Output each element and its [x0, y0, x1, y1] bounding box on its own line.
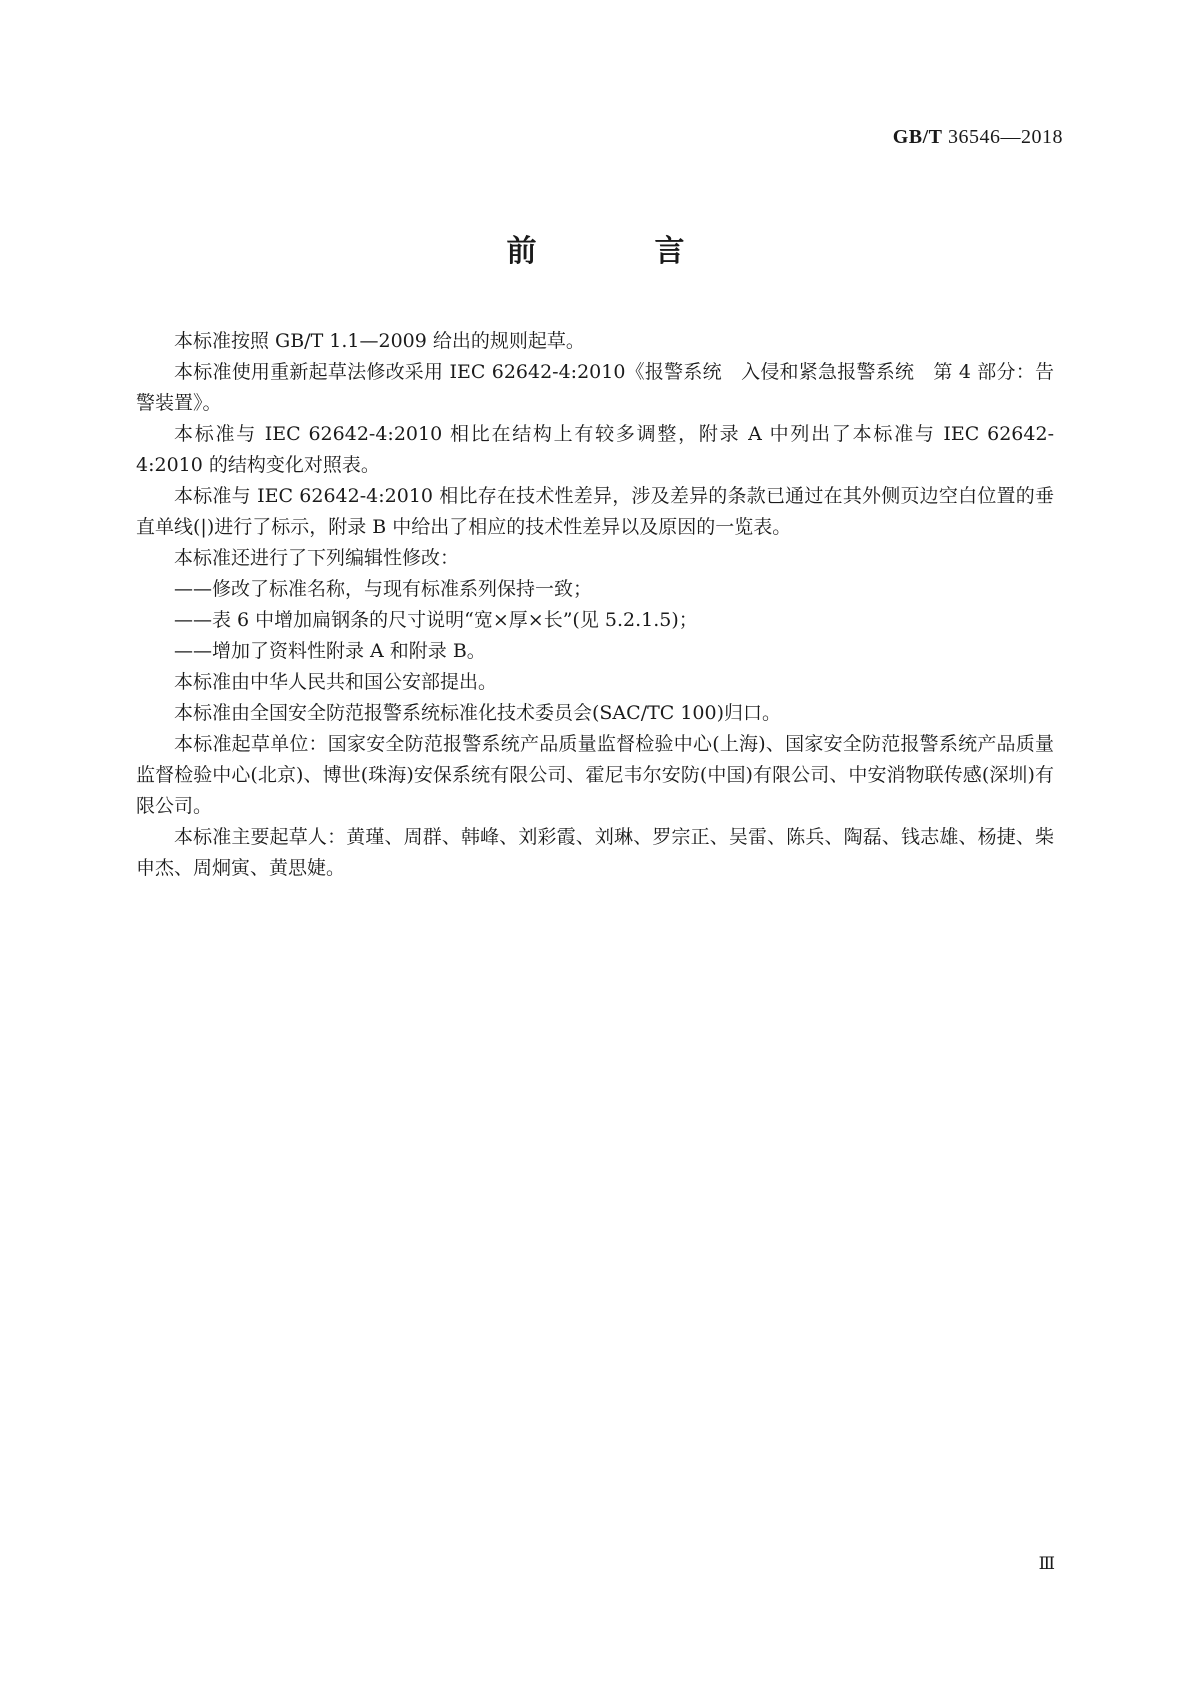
paragraph-adoption: 本标准使用重新起草法修改采用 IEC 62642-4:2010《报警系统 入侵和紧急报警系统 第 4 部分：告警装置》。: [136, 361, 1054, 414]
list-item: ——修改了标准名称，与现有标准系列保持一致；: [174, 578, 593, 600]
paragraph-responsible-committee: 本标准由全国安全防范报警系统标准化技术委员会(SAC/TC 100)归口。: [174, 702, 782, 724]
list-item: ——表 6 中增加扁钢条的尺寸说明“宽×厚×长”(见 5.2.1.5)；: [174, 609, 698, 631]
paragraph-drafting-rules: 本标准按照 GB/T 1.1—2009 给出的规则起草。: [174, 330, 585, 352]
list-item: ——增加了资料性附录 A 和附录 B。: [174, 640, 486, 662]
paragraph-technical-differences: 本标准与 IEC 62642-4:2010 相比存在技术性差异，涉及差异的条款已通过在其外侧页边空白位置的垂直单线(|)进行了标示，附录 B 中给出了相应的技术性差异以及原因的一览表。: [136, 485, 1054, 538]
paragraph-drafting-units: 本标准起草单位：国家安全防范报警系统产品质量监督检验中心(上海)、国家安全防范报警系统产品质量监督检验中心(北京)、博世(珠海)安保系统有限公司、霍尼韦尔安防(中国)有限公司、中安消物联传感(深圳)有限公司。: [136, 733, 1054, 817]
page-title: 前 言: [506, 234, 729, 269]
standard-prefix: GB/T: [892, 126, 943, 148]
standard-code: [893, 126, 1063, 149]
foreword-body: [136, 326, 1054, 884]
page-number: Ⅲ: [1038, 1554, 1055, 1573]
paragraph-structure-changes: 本标准与 IEC 62642-4:2010 相比在结构上有较多调整，附录 A 中列出了本标准与 IEC 62642-4:2010 的结构变化对照表。: [136, 423, 1054, 476]
paragraph-drafters: 本标准主要起草人：黄瑾、周群、韩峰、刘彩霞、刘琳、罗宗正、吴雷、陈兵、陶磊、钱志雄、杨捷、柴申杰、周炯寅、黄思婕。: [136, 826, 1054, 879]
paragraph-editorial-changes: 本标准还进行了下列编辑性修改：: [174, 547, 460, 569]
standard-number: 36546—2018: [948, 126, 1063, 148]
paragraph-proposer: 本标准由中华人民共和国公安部提出。: [174, 671, 498, 693]
